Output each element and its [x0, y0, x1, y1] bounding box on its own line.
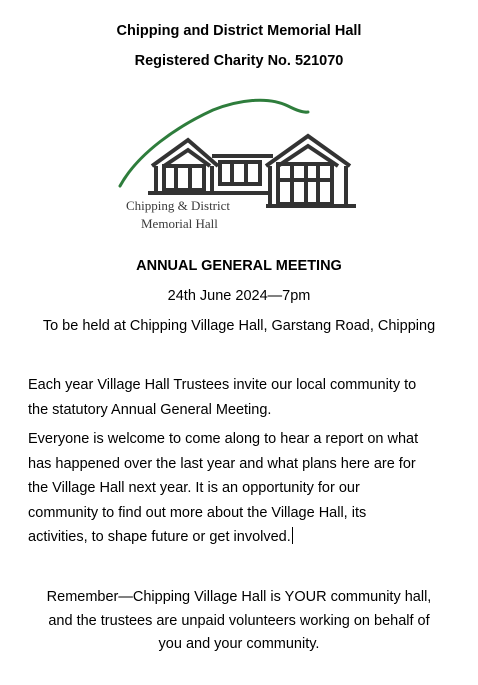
paragraph-line: the statutory Annual General Meeting. [28, 401, 272, 418]
paragraph-line: the Village Hall next year. It is an opportunity for our [28, 480, 360, 496]
charity-number: Registered Charity No. 521070 [134, 53, 344, 69]
paragraph-details [28, 427, 458, 550]
logo-text-line1: Chipping & District [126, 198, 230, 213]
paragraph-line: community to find out more about the Village Hall, its [28, 504, 367, 521]
footer-line: Remember—Chipping Village Hall is YOUR community hall, [46, 589, 432, 605]
meeting-venue: To be held at Chipping Village Hall, Garstang Road, Chipping [42, 318, 436, 334]
meeting-date: 24th June 2024—7pm [167, 288, 311, 304]
paragraph-line: Each year Village Hall Trustees invite our local community to [28, 377, 417, 393]
building-icon [148, 136, 356, 206]
paragraph-invitation [28, 373, 458, 422]
paragraph-line: Everyone is welcome to come along to hear a report on what [28, 431, 419, 447]
text-cursor [292, 527, 293, 544]
footer-reminder [0, 586, 478, 657]
paragraph-line-text: activities, to shape future or get involved. [28, 529, 291, 545]
paragraph-line: has happened over the last year and what plans here are for [28, 455, 416, 472]
footer-line: and the trustees are unpaid volunteers working on behalf of [48, 612, 430, 629]
meeting-title: ANNUAL GENERAL MEETING [136, 258, 342, 274]
footer-line: you and your community. [158, 636, 320, 652]
org-name: Chipping and District Memorial Hall [116, 23, 362, 39]
paragraph-last-line[interactable] [28, 525, 458, 550]
logo-text-line2: Memorial Hall [141, 216, 218, 231]
